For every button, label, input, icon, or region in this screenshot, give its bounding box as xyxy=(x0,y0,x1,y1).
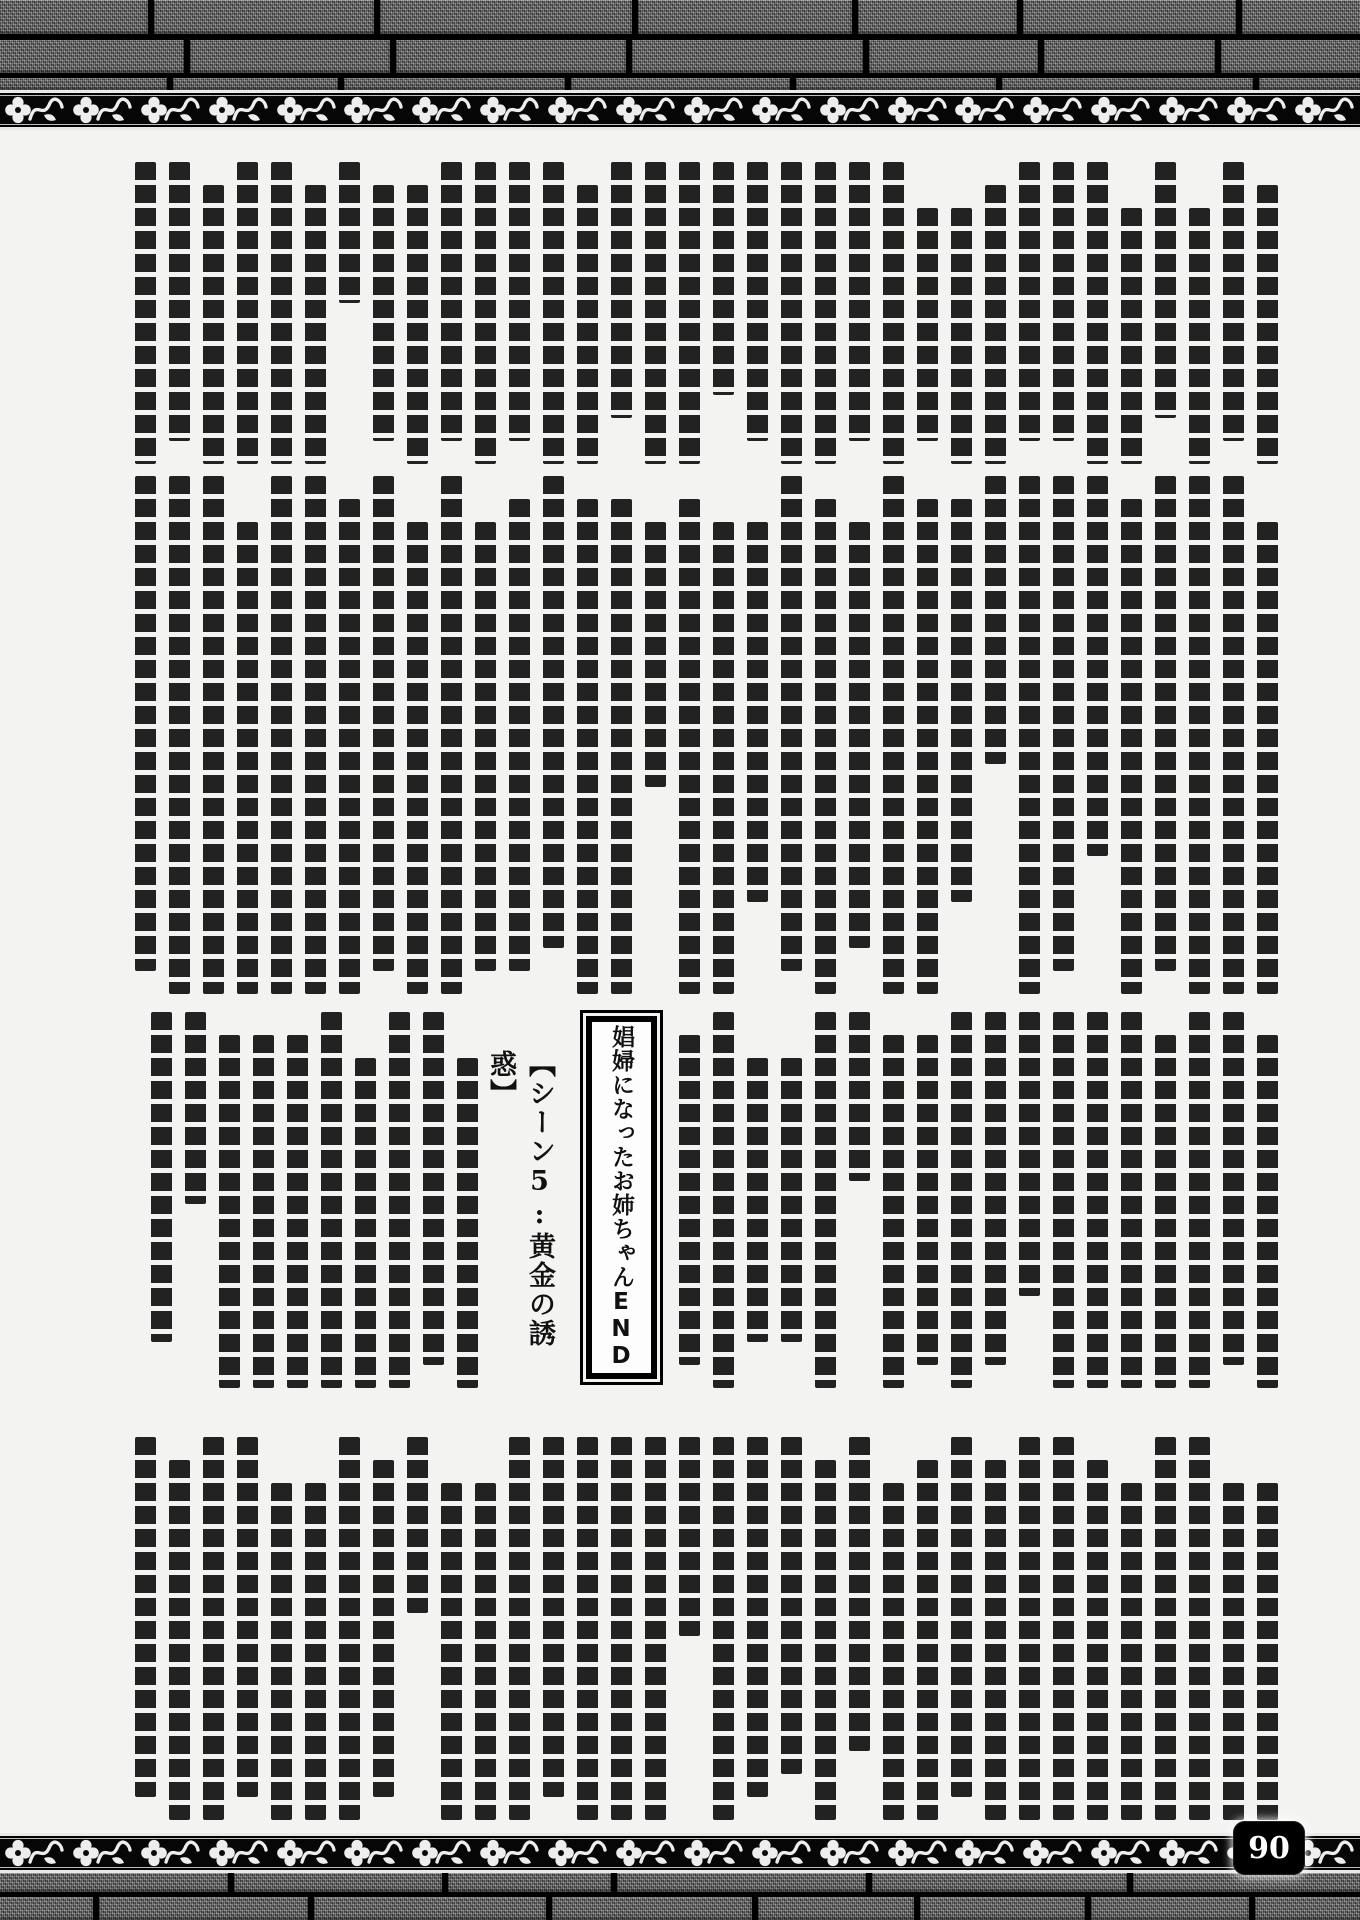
greeked-text-column xyxy=(475,522,496,971)
greeked-text-column xyxy=(917,1460,938,1820)
greeked-text-column xyxy=(849,522,870,948)
text-band xyxy=(135,476,1278,994)
flower-swirl-motif-icon xyxy=(954,94,1016,126)
flower-swirl-motif-icon xyxy=(72,1837,134,1869)
greeked-text-column xyxy=(951,1437,972,1797)
brick xyxy=(154,0,374,34)
text-band xyxy=(679,1012,1278,1388)
greeked-text-column xyxy=(883,1035,904,1388)
bottom-brick-border xyxy=(0,1873,1360,1920)
brick xyxy=(858,0,1017,34)
flower-swirl-motif-icon xyxy=(1090,1837,1152,1869)
flower-swirl-motif-icon xyxy=(954,1837,1016,1869)
flower-swirl-motif-icon xyxy=(1158,94,1220,126)
greeked-text-column xyxy=(815,1460,836,1820)
greeked-text-column xyxy=(253,1035,274,1388)
flower-swirl-motif-icon xyxy=(140,94,202,126)
flower-swirl-motif-icon xyxy=(72,94,134,126)
brick xyxy=(1242,0,1360,34)
greeked-text-column xyxy=(747,162,768,441)
flower-swirl-motif-icon xyxy=(887,94,949,126)
greeked-text-column xyxy=(1223,162,1244,441)
brick xyxy=(190,40,390,73)
greeked-text-column xyxy=(237,522,258,994)
greeked-text-column xyxy=(407,522,428,994)
brick xyxy=(99,1897,308,1920)
brick xyxy=(1023,0,1236,34)
greeked-text-column xyxy=(679,162,700,464)
greeked-text-column xyxy=(339,499,360,994)
ending-title-text: 娼婦になったお姉ちゃんEND xyxy=(608,1025,634,1370)
greeked-text-column xyxy=(611,162,632,418)
greeked-text-column xyxy=(271,1483,292,1820)
greeked-text-column xyxy=(1087,1012,1108,1388)
greeked-text-column xyxy=(883,476,904,994)
flower-swirl-motif-icon xyxy=(1022,94,1084,126)
greeked-text-column xyxy=(713,522,734,994)
greeked-text-column xyxy=(203,476,224,994)
brick xyxy=(872,1873,1127,1892)
greeked-text-column xyxy=(679,499,700,994)
greeked-text-column xyxy=(305,476,326,994)
greeked-text-column xyxy=(543,162,564,464)
greeked-text-column xyxy=(373,476,394,971)
greeked-text-column xyxy=(237,1437,258,1797)
brick xyxy=(448,1873,611,1892)
brick xyxy=(869,40,1038,73)
brick xyxy=(0,40,184,73)
flower-swirl-motif-icon xyxy=(751,94,813,126)
greeked-text-column xyxy=(1121,1012,1142,1388)
flower-swirl-motif-icon xyxy=(1022,1837,1084,1869)
brick xyxy=(758,1897,914,1920)
greeked-text-column xyxy=(135,476,156,971)
greeked-text-column xyxy=(781,1437,802,1774)
greeked-text-column xyxy=(305,185,326,464)
greeked-text-column xyxy=(917,208,938,441)
greeked-text-column xyxy=(135,1437,156,1797)
greeked-text-column xyxy=(203,185,224,464)
greeked-text-column xyxy=(1189,208,1210,464)
greeked-text-column xyxy=(219,1035,240,1388)
greeked-text-column xyxy=(1019,162,1040,441)
greeked-text-column xyxy=(423,1012,444,1365)
ending-title-box xyxy=(580,1010,663,1385)
greeked-text-column xyxy=(611,499,632,994)
brick xyxy=(552,1897,752,1920)
greeked-text-column xyxy=(441,162,462,441)
brick xyxy=(344,78,565,90)
greeked-text-column xyxy=(407,185,428,464)
flower-swirl-motif-icon xyxy=(343,1837,405,1869)
greeked-text-column xyxy=(185,1012,206,1204)
greeked-text-column xyxy=(1019,1437,1040,1820)
flower-swirl-motif-icon xyxy=(887,1837,949,1869)
greeked-text-column xyxy=(441,1483,462,1820)
greeked-text-column xyxy=(917,499,938,994)
greeked-text-column xyxy=(1223,1483,1244,1820)
brick xyxy=(796,78,996,90)
greeked-text-column xyxy=(645,1437,666,1820)
greeked-text-column xyxy=(577,1437,598,1820)
greeked-text-column xyxy=(475,162,496,464)
greeked-text-column xyxy=(1155,162,1176,418)
brick xyxy=(1044,40,1215,73)
greeked-text-column xyxy=(815,1012,836,1388)
greeked-text-column xyxy=(1121,1483,1142,1820)
greeked-text-column xyxy=(271,162,292,464)
text-band xyxy=(135,162,1278,464)
greeked-text-column xyxy=(169,476,190,994)
greeked-text-column xyxy=(509,162,530,441)
greeked-text-column xyxy=(645,162,666,464)
flower-swirl-motif-icon xyxy=(1294,94,1356,126)
greeked-text-column xyxy=(407,1437,428,1613)
greeked-text-column xyxy=(1257,522,1278,994)
greeked-text-column xyxy=(339,1437,360,1820)
brick xyxy=(396,40,626,73)
greeked-text-column xyxy=(1257,1035,1278,1388)
brick xyxy=(0,1873,228,1892)
greeked-text-column xyxy=(169,162,190,441)
brick xyxy=(1255,1897,1360,1920)
greeked-text-column xyxy=(1189,1437,1210,1820)
flower-swirl-motif-icon xyxy=(615,94,677,126)
greeked-text-column xyxy=(1121,499,1142,994)
flower-swirl-motif-icon xyxy=(208,1837,270,1869)
greeked-text-column xyxy=(1019,476,1040,994)
greeked-text-column xyxy=(985,185,1006,464)
greeked-text-column xyxy=(373,1460,394,1797)
greeked-text-column xyxy=(985,1012,1006,1365)
greeked-text-column xyxy=(781,1058,802,1342)
greeked-text-column xyxy=(1053,1437,1074,1820)
greeked-text-column xyxy=(679,1035,700,1365)
greeked-text-column xyxy=(1053,476,1074,971)
greeked-text-column xyxy=(509,499,530,971)
greeked-text-column xyxy=(237,162,258,464)
greeked-text-column xyxy=(1189,476,1210,994)
greeked-text-column xyxy=(271,476,292,994)
flower-swirl-motif-icon xyxy=(819,1837,881,1869)
greeked-text-column xyxy=(577,185,598,464)
brick xyxy=(0,1897,93,1920)
brick xyxy=(0,78,167,90)
greeked-text-column xyxy=(475,1483,496,1820)
greeked-text-column xyxy=(355,1058,376,1388)
flower-swirl-motif-icon xyxy=(615,1837,677,1869)
greeked-text-column xyxy=(151,1012,172,1342)
flower-swirl-motif-icon xyxy=(276,94,338,126)
greeked-text-column xyxy=(1087,476,1108,856)
flower-swirl-motif-icon xyxy=(343,94,405,126)
ending-title-box-inner-frame xyxy=(586,1016,657,1379)
greeked-text-column xyxy=(747,1058,768,1342)
greeked-text-column xyxy=(747,522,768,902)
brick xyxy=(0,0,148,34)
brick xyxy=(234,1873,442,1892)
greeked-text-column xyxy=(611,1437,632,1820)
flower-swirl-motif-icon xyxy=(751,1837,813,1869)
greeked-text-column xyxy=(305,1483,326,1820)
greeked-text-column xyxy=(849,1012,870,1181)
greeked-text-column xyxy=(849,162,870,441)
brick xyxy=(638,0,852,34)
greeked-text-column xyxy=(203,1437,224,1820)
greeked-text-column xyxy=(543,476,564,948)
greeked-text-column xyxy=(713,162,734,395)
greeked-text-column xyxy=(1257,185,1278,464)
flower-swirl-motif-icon xyxy=(140,1837,202,1869)
greeked-text-column xyxy=(985,476,1006,764)
flower-swirl-motif-icon xyxy=(683,1837,745,1869)
brick xyxy=(920,1897,1085,1920)
flower-swirl-motif-icon xyxy=(4,1837,66,1869)
greeked-text-column xyxy=(509,1437,530,1820)
greeked-text-column xyxy=(883,162,904,464)
flower-swirl-motif-icon xyxy=(1158,1837,1220,1869)
greeked-text-column xyxy=(951,1012,972,1388)
flower-swirl-motif-icon xyxy=(683,94,745,126)
top-floral-ornament-border xyxy=(0,90,1360,130)
greeked-text-column xyxy=(389,1012,410,1388)
text-band xyxy=(135,1437,1278,1820)
brick xyxy=(1091,1897,1249,1920)
page-number-tab xyxy=(1233,1821,1305,1875)
flower-swirl-motif-icon xyxy=(1090,94,1152,126)
greeked-text-column xyxy=(1087,162,1108,464)
greeked-text-column xyxy=(815,162,836,464)
greeked-text-column xyxy=(679,1437,700,1636)
greeked-text-column xyxy=(1257,1483,1278,1820)
greeked-text-column xyxy=(883,1483,904,1820)
flower-swirl-motif-icon xyxy=(276,1837,338,1869)
greeked-text-column xyxy=(441,476,462,994)
greeked-text-column xyxy=(1155,1437,1176,1820)
brick xyxy=(571,78,790,90)
flower-swirl-motif-icon xyxy=(411,1837,473,1869)
flower-swirl-motif-icon xyxy=(4,94,66,126)
greeked-text-column xyxy=(1155,1035,1176,1388)
flower-swirl-motif-icon xyxy=(819,94,881,126)
greeked-text-column xyxy=(781,162,802,464)
flower-swirl-motif-icon xyxy=(411,94,473,126)
text-band xyxy=(151,1012,478,1388)
greeked-text-column xyxy=(543,1437,564,1797)
flower-swirl-motif-icon xyxy=(479,1837,541,1869)
greeked-text-column xyxy=(1155,476,1176,971)
brick xyxy=(1221,40,1360,73)
brick xyxy=(314,1897,546,1920)
flower-swirl-motif-icon xyxy=(547,1837,609,1869)
brick xyxy=(1133,1873,1360,1892)
top-brick-border xyxy=(0,0,1360,90)
greeked-text-column xyxy=(457,1058,478,1388)
flower-swirl-motif-icon xyxy=(547,94,609,126)
greeked-text-column xyxy=(1053,1012,1074,1388)
greeked-text-column xyxy=(1223,476,1244,994)
scene-heading: 【シーン5:黄金の誘惑】 xyxy=(485,1050,555,1348)
page-number: 90 xyxy=(1248,1830,1290,1866)
flower-swirl-motif-icon xyxy=(479,94,541,126)
brick xyxy=(380,0,632,34)
greeked-text-column xyxy=(287,1035,308,1388)
greeked-text-column xyxy=(985,1460,1006,1820)
greeked-text-column xyxy=(849,1437,870,1751)
bottom-floral-ornament-border xyxy=(0,1830,1360,1873)
greeked-text-column xyxy=(339,162,360,303)
greeked-text-column xyxy=(373,185,394,441)
greeked-text-column xyxy=(1189,1012,1210,1388)
brick xyxy=(617,1873,866,1892)
brick xyxy=(1002,78,1253,90)
greeked-text-column xyxy=(1053,162,1074,441)
greeked-text-column xyxy=(951,208,972,464)
greeked-text-column xyxy=(1223,1012,1244,1365)
greeked-text-column xyxy=(951,499,972,902)
greeked-text-column xyxy=(917,1035,938,1365)
brick xyxy=(173,78,338,90)
greeked-text-column xyxy=(815,499,836,994)
greeked-text-column xyxy=(135,162,156,464)
greeked-text-column xyxy=(781,476,802,971)
greeked-text-column xyxy=(1121,208,1142,464)
greeked-text-column xyxy=(169,1460,190,1820)
greeked-text-column xyxy=(747,1437,768,1797)
greeked-text-column xyxy=(713,1012,734,1388)
greeked-text-column xyxy=(645,522,666,787)
greeked-text-column xyxy=(1019,1012,1040,1296)
flower-swirl-motif-icon xyxy=(1226,94,1288,126)
brick xyxy=(1259,78,1360,90)
greeked-text-column xyxy=(321,1012,342,1388)
greeked-text-column xyxy=(1087,1460,1108,1820)
flower-swirl-motif-icon xyxy=(208,94,270,126)
greeked-text-column xyxy=(577,499,598,994)
greeked-text-column xyxy=(713,1437,734,1820)
brick xyxy=(632,40,863,73)
